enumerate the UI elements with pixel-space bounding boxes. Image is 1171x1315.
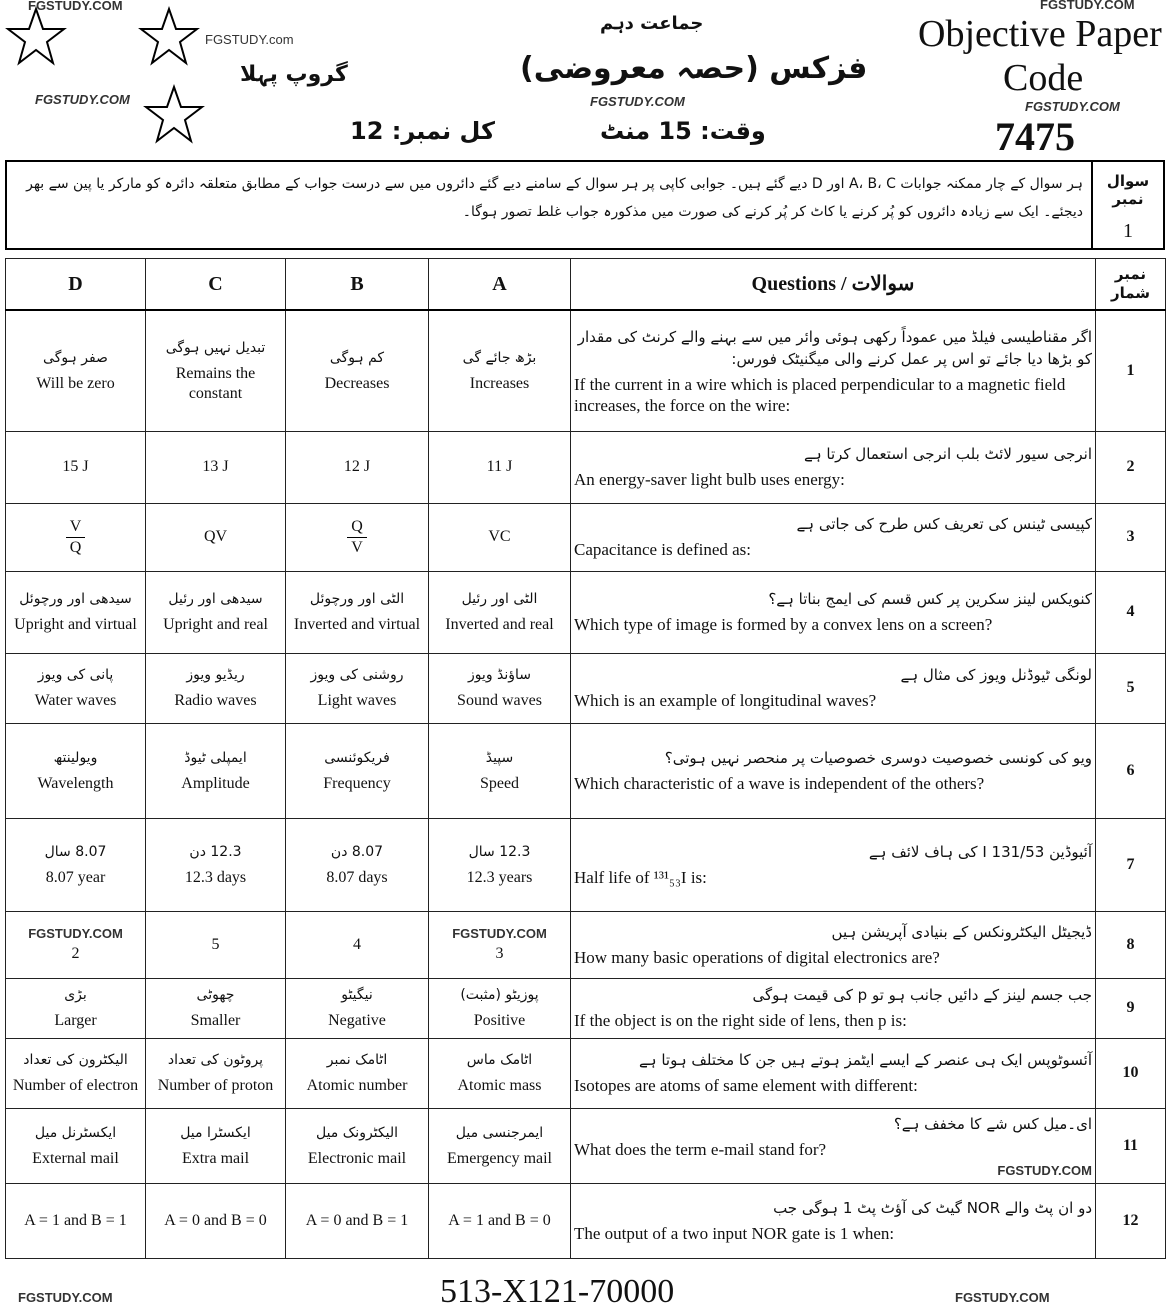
option-english: QV	[203, 528, 228, 545]
option-english: 12 J	[343, 458, 371, 475]
fraction	[347, 517, 367, 558]
watermark: FGSTUDY.COM	[452, 925, 547, 941]
option-english: Wavelength	[37, 774, 114, 792]
option-english: Speed	[479, 774, 520, 792]
watermark: FGSTUDY.com	[205, 32, 294, 47]
option-c	[146, 1183, 286, 1258]
question-urdu: کپیسی ٹینس کی تعریف کس طرح کی جاتی ہے	[796, 515, 1092, 534]
question-urdu: اگر مقناطیسی فیلڈ میں عموداً رکھی ہوئی وائر میں سے بہنے والے کرنٹ کی مقدار کو بڑھا دیا جائے تو اس پر عمل کرنے والی میگنیٹک فورس:	[577, 327, 1092, 368]
question-urdu: آئیوڈین 131/53 I کی ہاف لائف ہے	[868, 842, 1092, 861]
option-urdu: فریکوئنسی	[324, 749, 390, 766]
table-row	[6, 571, 1166, 653]
question-cell	[571, 653, 1096, 723]
option-d	[6, 431, 146, 503]
option-english: Radio waves	[174, 692, 257, 709]
question-cell	[571, 1038, 1096, 1108]
question-number: 12	[1096, 1183, 1166, 1258]
option-urdu: ایکسٹرا میل	[180, 1124, 251, 1141]
question-number: 3	[1096, 503, 1166, 571]
subject-title: فزکس (حصہ معروضی)	[520, 51, 868, 86]
option-english: Will be zero	[36, 374, 115, 392]
question-cell	[571, 571, 1096, 653]
paper-title: Objective Paper	[918, 13, 1162, 55]
option-english: Inverted and virtual	[293, 616, 421, 633]
option-english: Remains the constant	[175, 364, 256, 402]
option-b	[286, 571, 429, 653]
option-english: 12.3 years	[466, 868, 533, 886]
question-number: 1	[1123, 220, 1133, 242]
option-b	[286, 1108, 429, 1183]
option-c	[146, 653, 286, 723]
question-cell	[571, 503, 1096, 571]
question-number: 10	[1096, 1038, 1166, 1108]
option-urdu: ایمرجنسی میل	[455, 1124, 544, 1141]
question-english: The output of a two input NOR gate is 1 when:	[574, 1223, 895, 1243]
question-english: Which characteristic of a wave is independent of the others?	[574, 773, 985, 793]
option-urdu: روشنی کی ویوز	[310, 667, 404, 683]
option-urdu: ایکسٹرنل میل	[34, 1124, 117, 1141]
header-option-d: D	[6, 259, 146, 311]
option-english: 12.3 days	[184, 868, 247, 886]
option-english: 5	[211, 935, 220, 953]
option-c	[146, 723, 286, 818]
option-a	[429, 978, 571, 1038]
question-number: 6	[1096, 723, 1166, 818]
question-english: An energy-saver light bulb uses energy:	[574, 470, 845, 490]
option-english: A = 0 and B = 1	[305, 1211, 409, 1229]
table-row	[6, 978, 1166, 1038]
numerator: Q	[347, 517, 367, 538]
option-urdu: اٹامک نمبر	[326, 1052, 388, 1068]
option-urdu: 12.3 دن	[189, 843, 242, 860]
question-urdu: لونگی ٹیوڈنل ویوز کی مثال ہے	[900, 666, 1092, 685]
option-d	[6, 310, 146, 431]
option-urdu: سیدھی اور رئیل	[168, 591, 263, 607]
option-d	[6, 723, 146, 818]
watermark: FGSTUDY.COM	[1025, 99, 1120, 114]
option-english: Positive	[473, 1012, 526, 1029]
option-urdu: 8.07 دن	[330, 843, 384, 860]
option-urdu: کم ہوگی	[329, 349, 385, 366]
option-english: Inverted and real	[445, 616, 554, 633]
option-english: 3	[495, 944, 504, 962]
option-english: 15 J	[62, 458, 89, 475]
question-english: Which is an example of longitudinal waves?	[574, 691, 877, 711]
option-urdu: بڑھ جائے گی	[462, 349, 537, 366]
table-row	[6, 431, 1166, 503]
option-english: VC	[488, 528, 511, 545]
header-option-b: B	[286, 259, 429, 311]
fraction	[66, 517, 86, 558]
question-number: 1	[1096, 310, 1166, 431]
question-english: If the object is on the right side of lens, then p is:	[574, 1011, 907, 1031]
header-serial-number: نمبر شمار	[1096, 259, 1166, 311]
option-a	[429, 503, 571, 571]
option-c	[146, 978, 286, 1038]
option-a	[429, 571, 571, 653]
option-english: Upright and real	[163, 616, 268, 633]
denominator: Q	[69, 538, 82, 556]
question-number: 5	[1096, 653, 1166, 723]
option-urdu: ساؤنڈ ویوز	[467, 667, 532, 683]
group-label: گروپ پہلا	[240, 62, 348, 87]
table-header-row	[6, 259, 1166, 311]
header-option-c: C	[146, 259, 286, 311]
option-english: External mail	[32, 1149, 119, 1167]
watermark: FGSTUDY.COM	[28, 925, 123, 941]
option-a	[429, 818, 571, 911]
star-icon	[138, 6, 200, 68]
question-number: 11	[1096, 1108, 1166, 1183]
question-urdu: کنویکس لینز سکرین پر کس قسم کی ایمج بناتا ہے؟	[768, 590, 1092, 609]
option-urdu: 12.3 سال	[468, 843, 531, 860]
option-urdu: ایمپلی ٹیوڈ	[184, 749, 247, 766]
option-urdu: ویولینتھ	[53, 749, 98, 766]
option-c	[146, 1108, 286, 1183]
option-english: 4	[353, 935, 361, 953]
table-row	[6, 1038, 1166, 1108]
question-english: Half life of ¹³¹₅₃I is:	[574, 867, 707, 887]
table-row	[6, 310, 1166, 431]
option-urdu: سپیڈ	[485, 749, 514, 766]
question-urdu: ای۔میل کس شے کا مخفف ہے؟	[893, 1114, 1092, 1133]
option-c	[146, 310, 286, 431]
option-b	[286, 310, 429, 431]
instructions-text: ہر سوال کے چار ممکنہ جوابات A، B، C اور D دیے گئے ہیں۔ جوابی کاپی پر ہر سوال کے سامنے دیے گئے دائروں میں سے درست جواب کے مطابق متعلقہ دائرہ کو مارکر یا پین سے بھر دیجئے۔ ایک سے زیادہ دائروں کو پُر کرنے یا کاٹ کر پُر کرنے کی صورت میں مذکورہ جواب غلط تصور ہوگا۔	[26, 176, 1083, 220]
star-icon	[5, 6, 67, 68]
option-english: Water waves	[34, 692, 117, 709]
option-english: Electronic mail	[307, 1149, 407, 1167]
questions-table	[5, 258, 1166, 1259]
option-c	[146, 571, 286, 653]
table-row	[6, 1183, 1166, 1258]
option-d	[6, 1038, 146, 1108]
option-english: Atomic mass	[457, 1077, 542, 1094]
option-english: A = 0 and B = 0	[164, 1211, 267, 1229]
instructions-box	[5, 160, 1165, 250]
option-english: Larger	[54, 1012, 97, 1029]
watermark: FGSTUDY.COM	[997, 1163, 1092, 1179]
option-english: Frequency	[323, 774, 391, 792]
question-number-label: سوال نمبر	[1106, 172, 1150, 208]
option-english: Smaller	[190, 1012, 241, 1029]
option-urdu: الیکٹرون کی تعداد	[23, 1052, 128, 1068]
question-urdu: انرجی سیور لائٹ بلب انرجی استعمال کرتا ہے	[804, 445, 1092, 464]
footer-paper-code: 513-X121-70000	[440, 1273, 675, 1310]
denominator: V	[351, 538, 363, 556]
option-english: 8.07 year	[45, 868, 106, 886]
question-english: How many basic operations of digital electronics are?	[574, 947, 940, 967]
option-b	[286, 431, 429, 503]
class-label: جماعت دہم	[600, 13, 704, 34]
option-a	[429, 1038, 571, 1108]
table-row	[6, 723, 1166, 818]
question-english: If the current in a wire which is placed perpendicular to a magnetic field increases, the force on the wire:	[574, 374, 1066, 415]
question-english: Capacitance is defined as:	[574, 540, 752, 560]
question-cell	[571, 978, 1096, 1038]
option-urdu: الٹی اور رئیل	[461, 591, 538, 607]
option-c	[146, 1038, 286, 1108]
option-b	[286, 1183, 429, 1258]
question-number: 2	[1096, 431, 1166, 503]
option-urdu: چھوٹی	[196, 987, 235, 1003]
watermark: FGSTUDY.COM	[18, 1290, 113, 1305]
option-d	[6, 1108, 146, 1183]
option-urdu: پانی کی ویوز	[37, 667, 114, 683]
question-english: Isotopes are atoms of same element with different:	[574, 1076, 918, 1096]
numerator: V	[66, 517, 86, 538]
option-b	[286, 723, 429, 818]
option-english: Extra mail	[181, 1149, 250, 1167]
star-icon	[143, 84, 205, 146]
option-a	[429, 723, 571, 818]
option-english: Negative	[328, 1012, 386, 1029]
option-d	[6, 818, 146, 911]
option-d	[6, 1183, 146, 1258]
option-urdu: پروٹون کی تعداد	[167, 1052, 264, 1068]
option-english: Upright and virtual	[14, 616, 137, 633]
option-urdu: پوزیٹو (مثبت)	[460, 987, 539, 1003]
question-cell	[571, 431, 1096, 503]
option-b	[286, 818, 429, 911]
option-a	[429, 1183, 571, 1258]
option-english: Number of electron	[12, 1077, 139, 1094]
option-english: Atomic number	[306, 1077, 408, 1094]
option-urdu: 8.07 سال	[44, 843, 107, 860]
option-english: Increases	[469, 374, 530, 392]
option-a	[429, 653, 571, 723]
option-english: Amplitude	[181, 774, 250, 792]
option-b	[286, 978, 429, 1038]
option-d	[6, 503, 146, 571]
question-urdu: جب جسم لینز کے دائیں جانب ہو تو p کی قیمت ہوگی	[752, 986, 1092, 1005]
question-urdu: ویو کی کونسی خصوصیت دوسری خصوصیات پر منحصر نہیں ہوتی؟	[664, 748, 1092, 767]
question-cell	[571, 818, 1096, 911]
table-row	[6, 503, 1166, 571]
question-english: Which type of image is formed by a convex lens on a screen?	[574, 615, 993, 635]
option-b	[286, 653, 429, 723]
question-number: 9	[1096, 978, 1166, 1038]
question-urdu: دو ان پٹ والے NOR گیٹ کی آؤٹ پٹ 1 ہوگی جب	[773, 1198, 1092, 1217]
option-c	[146, 503, 286, 571]
question-number-cell	[1091, 162, 1163, 248]
option-d	[6, 653, 146, 723]
question-urdu: ڈیجیٹل الیکٹرونکس کے بنیادی آپریشن ہیں	[831, 922, 1092, 941]
option-english: Emergency mail	[447, 1149, 552, 1167]
option-urdu: اٹامک ماس	[466, 1052, 533, 1068]
option-d	[6, 978, 146, 1038]
question-cell	[571, 1108, 1096, 1183]
watermark: FGSTUDY.COM	[590, 94, 685, 109]
option-b	[286, 911, 429, 978]
option-b	[286, 503, 429, 571]
option-english: Light waves	[317, 692, 397, 709]
table-row	[6, 653, 1166, 723]
table-row	[6, 818, 1166, 911]
table-row	[6, 911, 1166, 978]
paper-code: 7475	[995, 114, 1075, 159]
option-c	[146, 818, 286, 911]
question-cell	[571, 310, 1096, 431]
table-row	[6, 1108, 1166, 1183]
option-urdu: تبدیل نہیں ہوگی	[165, 339, 266, 356]
question-number: 8	[1096, 911, 1166, 978]
watermark: FGSTUDY.COM	[28, 0, 123, 13]
option-urdu: صفر ہوگی	[43, 349, 108, 366]
time-allowed: وقت: 15 منٹ	[600, 117, 766, 145]
option-a	[429, 911, 571, 978]
question-cell	[571, 911, 1096, 978]
option-a	[429, 310, 571, 431]
question-number: 7	[1096, 818, 1166, 911]
watermark: FGSTUDY.COM	[1040, 0, 1135, 12]
option-english: 2	[71, 944, 80, 962]
option-urdu: ریڈیو ویوز	[186, 667, 245, 683]
question-cell	[571, 723, 1096, 818]
option-urdu: نیگیٹو	[341, 987, 373, 1003]
header-option-a: A	[429, 259, 571, 311]
question-number: 4	[1096, 571, 1166, 653]
option-urdu: سیدھی اور ورچوئل	[19, 591, 132, 607]
option-urdu: الیکٹرونک میل	[315, 1124, 399, 1141]
option-b	[286, 1038, 429, 1108]
watermark: FGSTUDY.COM	[35, 92, 130, 107]
option-d	[6, 571, 146, 653]
option-english: A = 1 and B = 0	[448, 1211, 551, 1229]
option-a	[429, 1108, 571, 1183]
option-urdu: الٹی اور ورچوئل	[309, 591, 405, 607]
option-urdu: بڑی	[64, 987, 87, 1003]
question-cell	[571, 1183, 1096, 1258]
option-c	[146, 431, 286, 503]
question-english: What does the term e-mail stand for?	[574, 1139, 827, 1159]
option-english: Number of proton	[157, 1077, 274, 1094]
question-urdu: آئسوٹوپس ایک ہی عنصر کے ایسے ایٹمز ہوتے ہیں جن کا مختلف ہوتا ہے	[639, 1051, 1092, 1070]
total-marks: کل نمبر: 12	[350, 117, 495, 145]
option-english: Sound waves	[457, 692, 542, 709]
header-questions: Questions / سوالات	[571, 259, 1096, 311]
watermark: FGSTUDY.COM	[955, 1290, 1050, 1305]
option-english: 11 J	[486, 458, 513, 475]
option-english: A = 1 and B = 1	[24, 1211, 127, 1229]
option-a	[429, 431, 571, 503]
code-label: Code	[1003, 57, 1084, 99]
option-d	[6, 911, 146, 978]
option-english: 13 J	[202, 458, 229, 475]
option-english: 8.07 days	[326, 868, 388, 886]
option-english: Decreases	[324, 374, 390, 392]
option-c	[146, 911, 286, 978]
